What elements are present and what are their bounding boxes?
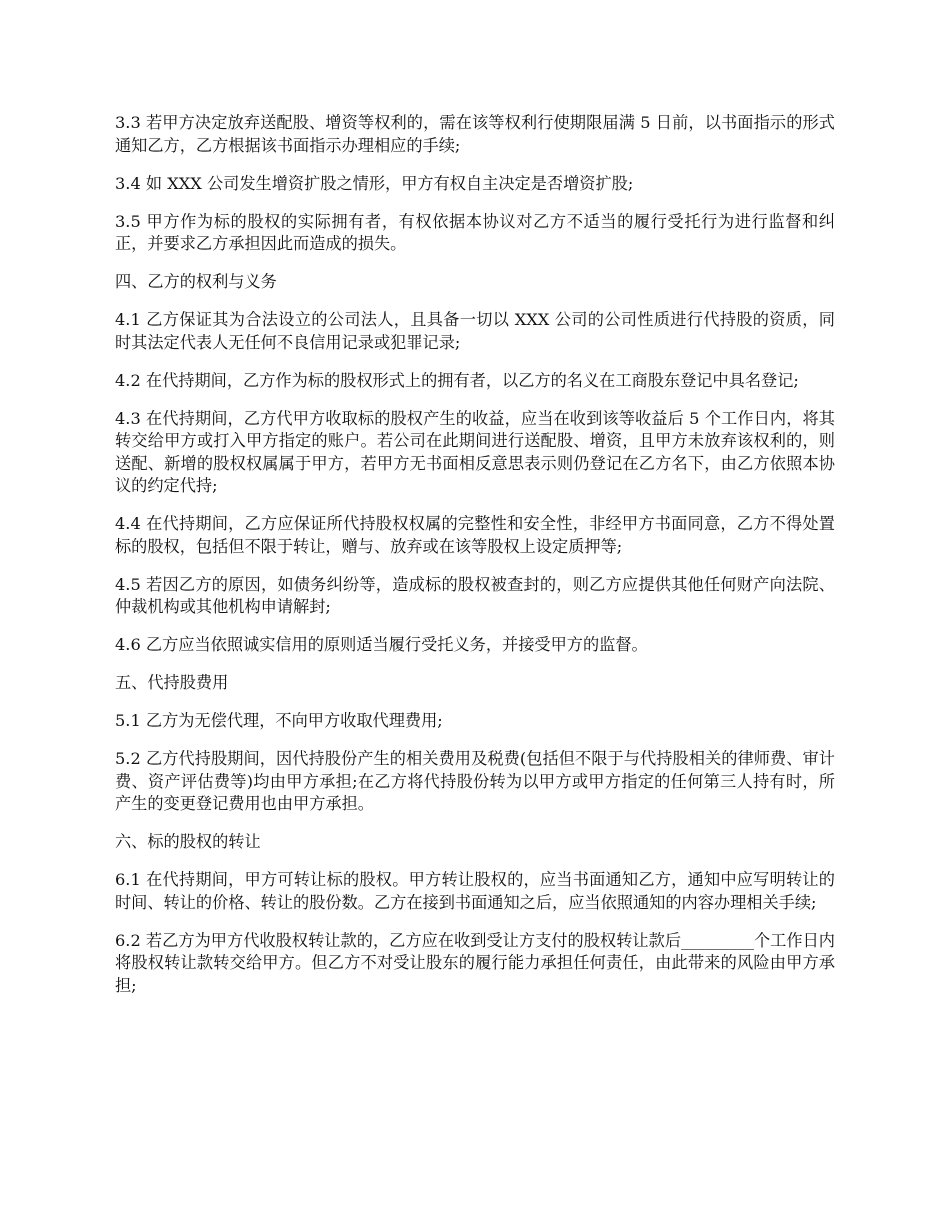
clause-4-2: 4.2 在代持期间，乙方作为标的股权形式上的拥有者，以乙方的名义在工商股东登记中具名登记;: [115, 370, 799, 390]
clause-3-5: 3.5 甲方作为标的股权的实际拥有者，有权依据本协议对乙方不适当的履行受托行为进行监督和纠正，并要求乙方承担因此而造成的损失。: [115, 211, 835, 253]
document-page: [115, 112, 835, 1013]
clause-3-4: 3.4 如 XXX 公司发生增资扩股之情形，甲方有权自主决定是否增资扩股;: [115, 173, 634, 193]
clause-4-6: 4.6 乙方应当依照诚实信用的原则适当履行受托义务，并接受甲方的监督。: [115, 635, 648, 654]
clause-5-2: 5.2 乙方代持股期间，因代持股份产生的相关费用及税费(包括但不限于与代持股相关的律师费、审计费、资产评估费等)均由甲方承担;在乙方将代持股份转为以甲方或甲方指定的任何第三人持有时，所产生的变更登记费用也由甲方承担。: [115, 749, 835, 813]
clause-5-1: 5.1 乙方为无偿代理，不向甲方收取代理费用;: [115, 711, 443, 730]
clause-4-1: 4.1 乙方保证其为合法设立的公司法人，且具备一切以 XXX 公司的公司性质进行代持股的资质，同时其法定代表人无任何不良信用记录或犯罪记录;: [115, 310, 835, 352]
clause-4-5: 4.5 若因乙方的原因，如债务纠纷等，造成标的股权被查封的，则乙方应提供其他任何财产向法院、仲裁机构或其他机构申请解封;: [115, 574, 835, 616]
clause-4-3: 4.3 在代持期间，乙方代甲方收取标的股权产生的收益，应当在收到该等收益后 5 个工作日内，将其转交给甲方或打入甲方指定的账户。若公司在此期间进行送配股、增资，且甲方未放弃该权利的，则送配、新增的股权权属属于甲方，若甲方无书面相反意思表示则仍登记在乙方名下，由乙方依照本协议的约定代持;: [115, 408, 835, 495]
section-heading-5: 五、代持股费用: [115, 673, 229, 692]
clause-6-1: 6.1 在代持期间，甲方可转让标的股权。甲方转让股权的，应当书面通知乙方，通知中应写明转让的时间、转让的价格、转让的股份数。乙方在接到书面通知之后，应当依照通知的内容办理相关手续;: [115, 870, 835, 912]
clause-6-2: 6.2 若乙方为甲方代收股权转让款的，乙方应在收到受让方支付的股权转让款后_________个工作日内将股权转让款转交给甲方。但乙方不对受让股东的履行能力承担任何责任，由此带来的风险由甲方承担;: [115, 930, 835, 995]
clause-4-4: 4.4 在代持期间，乙方应保证所代持股权权属的完整性和安全性，非经甲方书面同意，乙方不得处置标的股权，包括但不限于转让，赠与、放弃或在该等股权上设定质押等;: [115, 514, 835, 556]
section-heading-6: 六、标的股权的转让: [115, 832, 261, 851]
section-heading-4: 四、乙方的权利与义务: [115, 272, 277, 291]
clause-3-3: 3.3 若甲方决定放弃送配股、增资等权利的，需在该等权利行使期限届满 5 日前，以书面指示的形式通知乙方，乙方根据该书面指示办理相应的手续;: [115, 113, 835, 155]
